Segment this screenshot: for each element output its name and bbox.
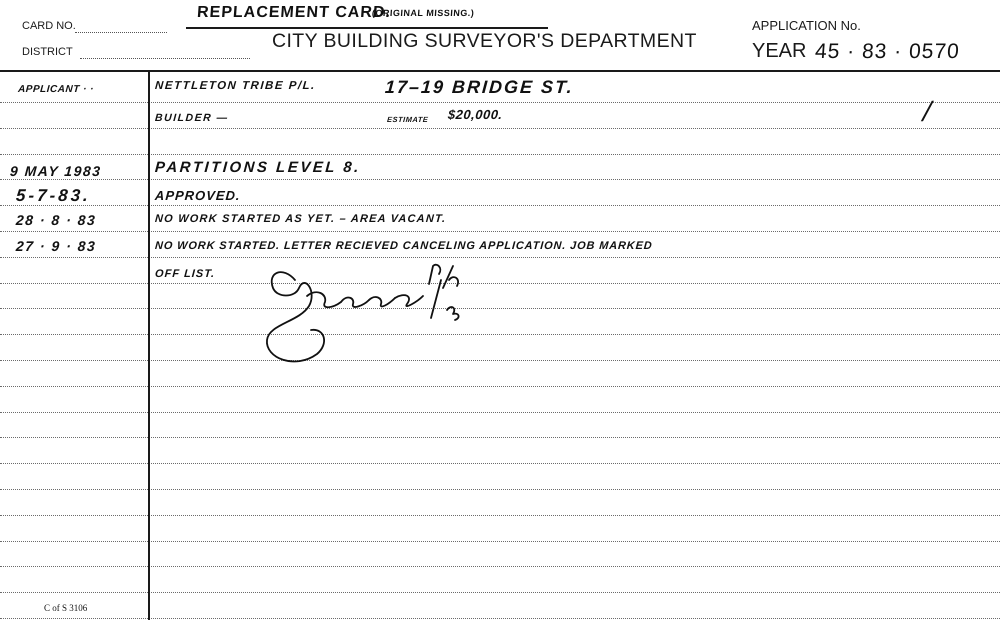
entry-text: NO WORK STARTED. LETTER RECIEVED CANCELING APPLICATION. JOB MARKED [154, 240, 653, 252]
entry-text: OFF LIST. [154, 268, 216, 280]
ruled-line [0, 334, 1000, 335]
ruled-line [0, 412, 1000, 413]
builder-label: BUILDER — [154, 112, 230, 124]
date-column-rule [148, 72, 150, 620]
entry-date: 27 · 9 · 83 [15, 238, 97, 254]
replacement-note: REPLACEMENT CARD. [196, 4, 392, 21]
signature [255, 258, 480, 370]
ruled-line [0, 283, 1000, 284]
ruled-line [0, 566, 1000, 567]
ruled-line [0, 386, 1000, 387]
header-rule [0, 70, 1000, 72]
entry-date: 9 MAY 1983 [9, 163, 103, 179]
estimate-label: ESTIMATE [386, 115, 429, 124]
year-label: YEAR [752, 40, 807, 62]
ruled-line [0, 515, 1000, 516]
estimate-value: $20,000. [447, 107, 504, 122]
form-code: C of S 3106 [44, 603, 88, 613]
ruled-line [0, 179, 1000, 180]
original-missing-note: (ORIGINAL MISSING.) [371, 8, 475, 18]
ruled-line [0, 592, 1000, 593]
ruled-line [0, 541, 1000, 542]
ruled-line [0, 437, 1000, 438]
entry-date: 5-7-83. [15, 186, 92, 205]
entry-text: PARTITIONS LEVEL 8. [154, 159, 362, 176]
applicant-label: APPLICANT · · [17, 84, 95, 95]
ruled-line [0, 489, 1000, 490]
ruled-line [0, 128, 1000, 129]
ruled-line [0, 308, 1000, 309]
ruled-line [0, 205, 1000, 206]
tick-mark: / [921, 96, 934, 127]
application-label: APPLICATION No. [752, 18, 861, 33]
ruled-line [0, 102, 1000, 103]
replacement-underline [186, 27, 548, 29]
application-number: 45 · 83 · 0570 [814, 40, 961, 63]
card-no-label: CARD NO. [22, 20, 76, 32]
applicant-name: NETTLETON TRIBE P/L. [154, 80, 317, 92]
card-no-blank [75, 32, 167, 33]
district-label: DISTRICT [22, 46, 73, 58]
ruled-line [0, 618, 1000, 619]
district-blank [80, 58, 250, 59]
ruled-line [0, 360, 1000, 361]
ruled-line [0, 463, 1000, 464]
entry-text: NO WORK STARTED AS YET. – AREA VACANT. [154, 213, 447, 225]
entry-text: APPROVED. [154, 188, 242, 203]
ruled-line [0, 257, 1000, 258]
entry-date: 28 · 8 · 83 [15, 212, 97, 228]
applicant-address: 17–19 BRIDGE ST. [384, 77, 575, 97]
ruled-line [0, 154, 1000, 155]
ruled-line [0, 231, 1000, 232]
department-title: CITY BUILDING SURVEYOR'S DEPARTMENT [272, 30, 697, 52]
